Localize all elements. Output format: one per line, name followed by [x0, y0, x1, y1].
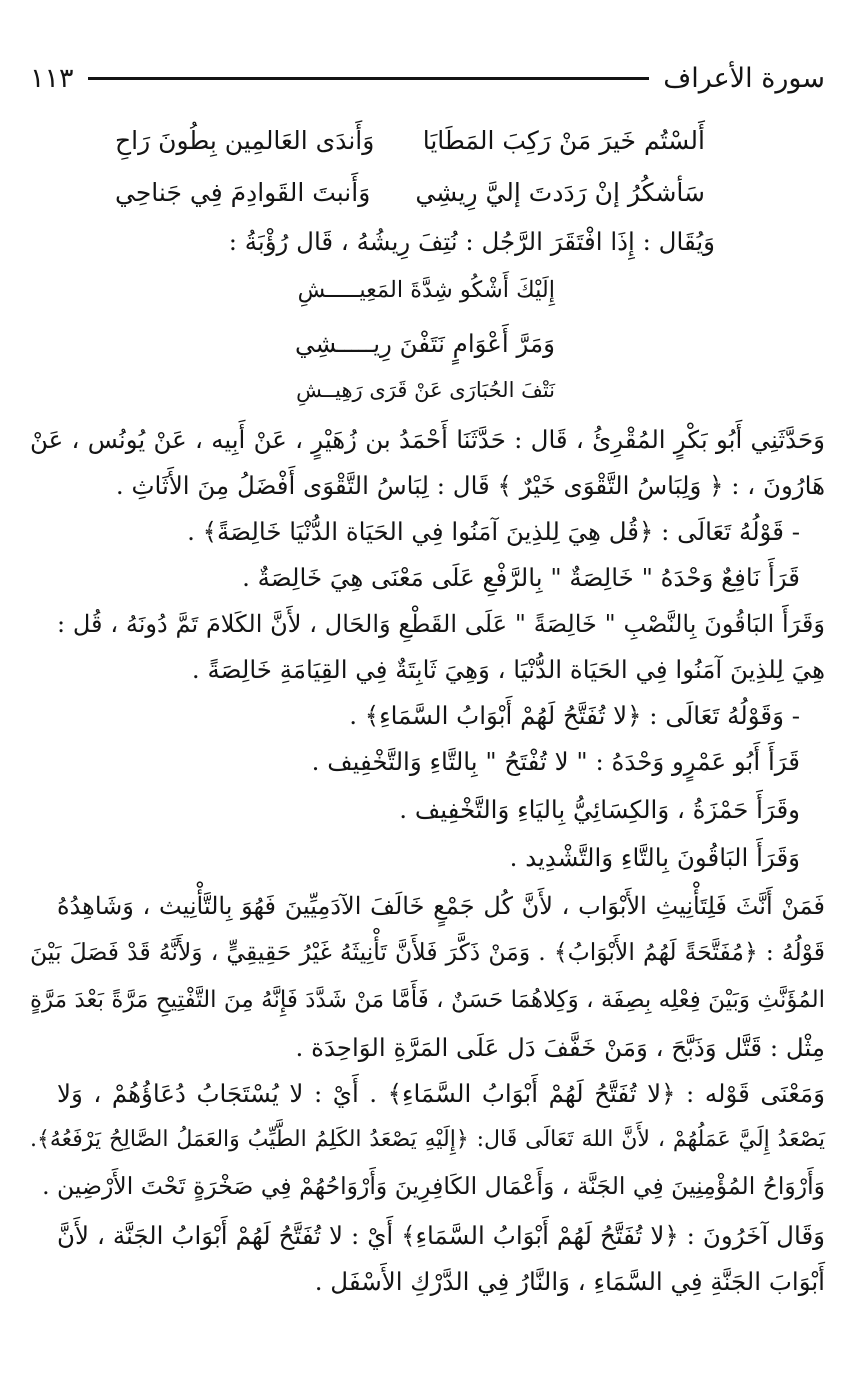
text-line: قَرَأَ أَبُو عَمْرٍو وَحْدَهُ : " لا تُفْتَحُ " بِالتَّاءِ وَالتَّخْفِيف .: [311, 747, 800, 776]
text-line: وَمَعْنَى قَوْله : ﴿لا تُفَتَّحُ لَهُمْ أَبْوَابُ السَّمَاءِ﴾ . أَيْ : لا يُسْتَجَابُ دُعَاؤُهُمْ ، وَلا: [57, 1079, 825, 1108]
text-line: - قَوْلُهُ تَعَالَى : ﴿قُل هِيَ لِلذِينَ آمَنُوا فِي الحَيَاة الدُّنْيَا خَالِصَةً﴾ .: [187, 517, 800, 546]
text-line: - وَقَوْلُهُ تَعَالَى : ﴿لا تُفَتَّحُ لَهُمْ أَبْوَابُ السَّمَاءِ﴾ .: [349, 701, 800, 730]
surah-title: سورة الأعراف: [663, 62, 825, 94]
text-line: أَبْوَابَ الجَنَّةِ فِي السَّمَاءِ ، وَالنَّارُ فِي الدَّرْكِ الأَسْفَل .: [314, 1267, 825, 1296]
text-line: المُؤَنَّثِ وَبَيْنَ فِعْلِه بِصِفَة ، وَكِلاهُمَا حَسَنٌ ، فَأَمَّا مَنْ شَدَّدَ فَإِنَّهُ مِنَ التَّفْتِيحِ مَرَّةً بَعْدَ مَرَّةٍ: [30, 987, 825, 1013]
text-line: وَيُقَال : إِذَا افْتَقَرَ الرَّجُل : نُتِفَ رِيشُهُ ، قَال رُؤْبَةُ :: [228, 227, 715, 256]
text-line: مِثْل : قَتَّل وَذَبَّحَ ، وَمَنْ خَفَّفَ دَل عَلَى المَرَّةِ الوَاحِدَة .: [295, 1033, 825, 1062]
poem-verse-2: [115, 170, 705, 214]
text-line: وَقَرَأَ البَاقُونَ بِالنَّصْبِ " خَالِصَةً " عَلَى القَطْعِ وَالحَال ، لأَنَّ الكَلامَ تَمَّ دُونَهُ ، قُل :: [57, 610, 825, 638]
text-line: هَارُونَ ، : ﴿ وَلِبَاسُ التَّقْوَى خَيْرٌ ﴾ قَال : لِبَاسُ التَّقْوَى أَفْضَلُ مِنَ الأَثَاثِ .: [115, 471, 825, 500]
text-line: هِيَ لِلذِينَ آمَنُوا فِي الحَيَاة الدُّنْيَا ، وَهِيَ ثَابِتَةٌ فِي القِيَامَةِ خَالِصَةً .: [191, 655, 825, 684]
text-line: وقَرَأَ حَمْزَةُ ، وَالكِسَائِيُّ بِاليَاءِ وَالتَّخْفِيف .: [399, 795, 800, 824]
poem-hemistich-left: وَأَندَى العَالمِين بِطُونَ رَاحِ: [115, 125, 375, 155]
poem-hemistich-left: وَأَنبتَ القَوادِمَ فِي جَناحِي: [115, 177, 371, 207]
text-line: قَرَأَ نَافِعٌ وَحْدَهُ " خَالِصَةٌ " بِالرَّفْعِ عَلَى مَعْنَى هِيَ خَالِصَةٌ .: [242, 563, 800, 592]
text-line: يَصْعَدُ إِلَيَّ عَمَلُهُمْ ، لأَنَّ اللهَ تَعَالَى قَال: ﴿إِلَيْهِ يَصْعَدُ الكَلِمُ الطَّيِّبُ وَالعَمَلُ الصَّالِحُ يَرْفَعُهُ﴾.: [30, 1127, 825, 1152]
poem-hemistich-right: أَلسْتُم خَيرَ مَنْ رَكِبَ المَطَايَا: [422, 125, 705, 155]
text-line: وَحَدَّثَنِي أَبُو بَكْرٍ المُقْرِئُ ، قَال : حَدَّثَنَا أَحْمَدُ بن زُهَيْرٍ ، عَنْ أَبِيه ، عَنْ يُونُس ، عَنْ: [30, 425, 825, 454]
text-line: وَقَرَأَ البَاقُونَ بِالتَّاءِ وَالتَّشْدِيد .: [509, 843, 800, 872]
poem-hemistich-right: سَأشكُرُ إنْ رَدَدتَ إليَّ رِيشِي: [415, 177, 705, 207]
text-line: وَأَرْوَاحُ المُؤْمِنِينَ فِي الجَنَّة ، وَأَعْمَال الكَافِرِينَ وَأَرْوَاحُهُمْ فِي صَخْرَةٍ تَحْتَ الأَرْضِين .: [42, 1172, 825, 1200]
text-line: قَوْلُهُ : ﴿مُفَتَّحَةً لَهُمُ الأَبْوَابُ﴾ . وَمَنْ ذَكَّرَ فَلأَنَّ تَأْنِيثَهُ غَيْرُ حَقِيقِيٍّ ، وَلأَنَّهُ قَدْ فَصَلَ بَيْنَ: [30, 938, 825, 966]
text-line: وَقَال آخَرُونَ : ﴿لا تُفَتَّحُ لَهُمْ أَبْوَابُ السَّمَاءِ﴾ أَيْ : لا تُفَتَّحُ لَهُمْ أَبْوَابُ الجَنَّة ، لأَنَّ: [57, 1221, 825, 1250]
text-line: فَمَنْ أَنَّثَ فَلِتَأْنِيثِ الأَبْوَاب ، لأَنَّ كُل جَمْعٍ خَالَفَ الآدَمِيِّينَ فَهُوَ بِالتَّأْنِيث ، وَشَاهِدُهُ: [57, 892, 825, 920]
rajaz-line: وَمَرَّ أَعْوَامٍ نَتَفْنَ رِيـــــشِي: [295, 329, 555, 358]
poem-verse-1: [115, 118, 705, 162]
rajaz-line: نَتْفَ الحُبَارَى عَنْ قَرَى رَهِيــشِ: [296, 378, 555, 402]
page-header: [30, 58, 825, 98]
header-rule: [88, 77, 650, 80]
page-number: ١١٣: [30, 62, 74, 94]
rajaz-line: إِلَيْكَ أَشْكُو شِدَّةَ المَعِيـــــشِ: [297, 277, 555, 303]
